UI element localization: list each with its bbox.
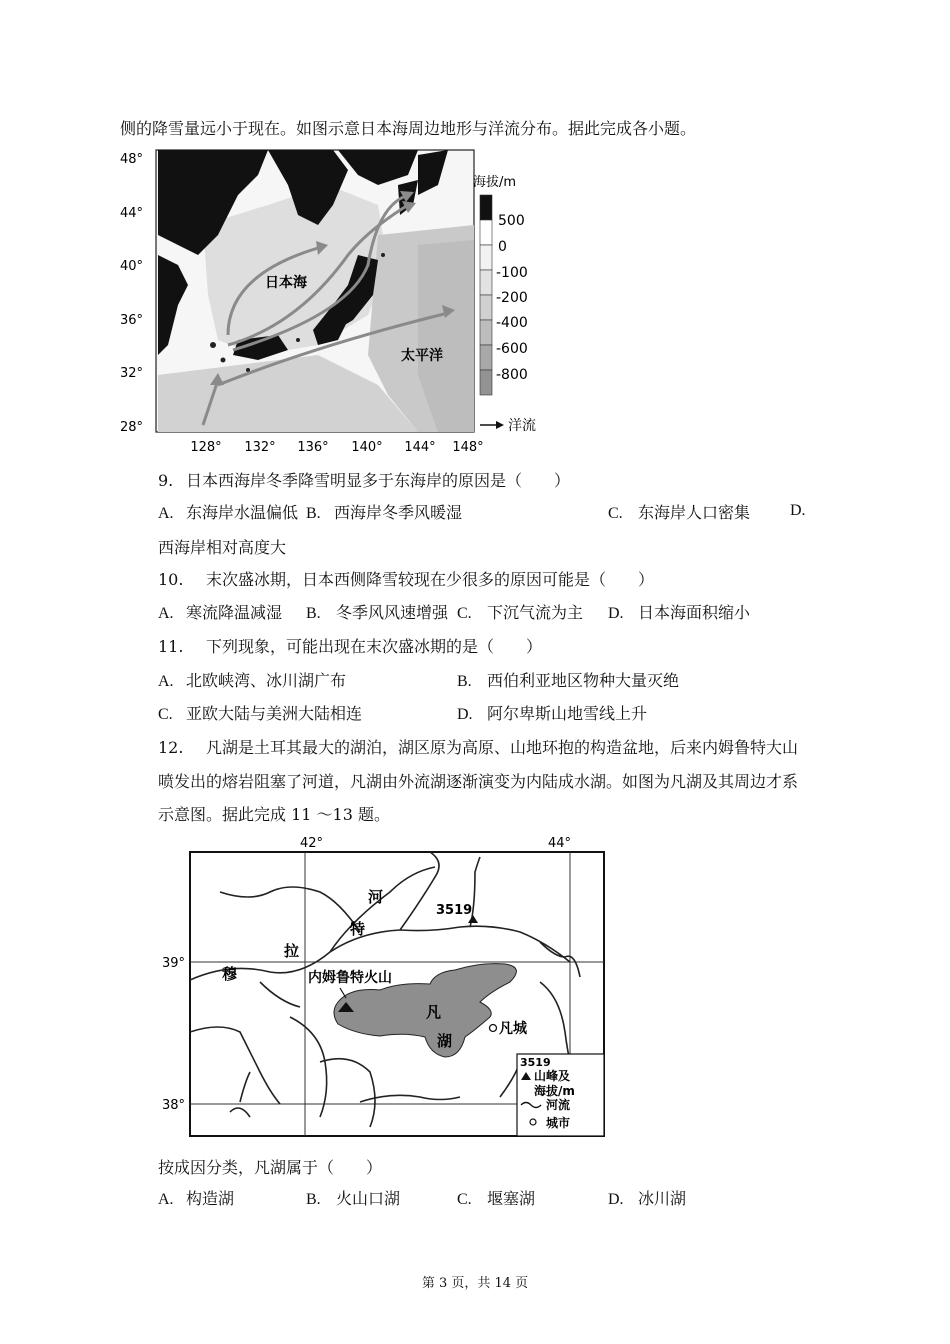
legend-river-label: 河流	[546, 1098, 571, 1112]
option-key: D.	[457, 706, 473, 723]
option-text: 西伯利亚地区物种大量灭绝	[487, 671, 680, 690]
option-key: C.	[457, 605, 472, 622]
question-stem: 按成因分类，凡湖属于（ ）	[158, 1158, 383, 1177]
lon-label: 136°	[297, 440, 329, 455]
option-key: B.	[306, 505, 321, 522]
option-key: D.	[608, 605, 624, 622]
option-text: 北欧峡湾、冰川湖广布	[186, 671, 347, 690]
peak-value: 3519	[436, 903, 473, 918]
option-c[interactable]	[608, 500, 750, 523]
ocean-label: 太平洋	[401, 348, 443, 364]
option-key: D.	[790, 502, 806, 519]
legend-value: 0	[498, 239, 507, 255]
legend-value: -600	[496, 341, 528, 357]
option-d-key[interactable]	[790, 500, 806, 520]
option-b[interactable]	[457, 668, 679, 691]
lake-van-map	[160, 832, 610, 1142]
option-a[interactable]	[158, 1186, 234, 1209]
option-b[interactable]	[306, 500, 462, 523]
question-12	[158, 735, 798, 758]
question-stem-line: 喷发出的熔岩阻塞了河道，凡湖由外流湖逐渐演变为内陆成水湖。如图为凡湖及其周边才系	[158, 772, 799, 791]
elevation-legend	[473, 174, 536, 434]
lon-label: 140°	[351, 440, 383, 455]
option-text: 寒流降温减湿	[186, 603, 283, 622]
river-char: 穆	[222, 965, 238, 983]
option-text: 冬季风风速增强	[336, 603, 449, 622]
question-stem: 末次盛冰期，日本西侧降雪较现在少很多的原因可能是（ ）	[206, 570, 655, 589]
lake-char: 凡	[426, 1003, 442, 1021]
lon-label: 44°	[548, 836, 572, 851]
option-key: B.	[306, 1191, 321, 1208]
option-text: 阿尔卑斯山地雪线上升	[487, 704, 648, 723]
lon-label: 132°	[244, 440, 276, 455]
question-stem: 下列现象，可能出现在末次盛冰期的是（ ）	[206, 637, 543, 656]
option-text: 东海岸人口密集	[638, 503, 751, 522]
option-text: 亚欧大陆与美洲大陆相连	[186, 704, 363, 723]
river-char: 特	[350, 920, 366, 938]
intro-line: 侧的降雪量远小于现在。如图示意日本海周边地形与洋流分布。据此完成各小题。	[120, 119, 697, 138]
option-text: 日本海面积缩小	[638, 603, 751, 622]
option-d[interactable]	[608, 1186, 686, 1209]
question-stem-line: 凡湖是土耳其最大的湖泊，湖区原为高原、山地环抱的构造盆地，后来内姆鲁特大山	[206, 738, 799, 757]
option-key: A.	[158, 1191, 174, 1208]
option-text: 东海岸水温偏低	[186, 503, 299, 522]
option-key: A.	[158, 673, 174, 690]
river-char: 河	[368, 888, 384, 906]
legend-arrow-label: 洋流	[508, 418, 536, 434]
legend-value: -800	[496, 367, 528, 383]
lon-label: 148°	[452, 440, 484, 455]
question-number: 10.	[158, 570, 184, 589]
option-text: 西海岸冬季风暖湿	[334, 503, 463, 522]
map2-legend	[517, 1054, 604, 1136]
question-number: 12.	[158, 738, 184, 757]
option-text: 堰塞湖	[487, 1189, 536, 1208]
legend-value: -400	[496, 315, 528, 331]
option-b[interactable]	[306, 1186, 400, 1209]
option-key: D.	[608, 1191, 624, 1208]
river-char: 拉	[284, 942, 300, 960]
legend-peak-label: 山峰及	[534, 1069, 571, 1083]
option-a[interactable]	[158, 500, 298, 523]
option-key: B.	[306, 605, 321, 622]
lon-label: 144°	[404, 440, 436, 455]
option-key: C.	[608, 505, 623, 522]
question-stem: 日本西海岸冬季降雪明显多于东海岸的原因是（ ）	[186, 471, 571, 490]
page-footer: 第 3 页，共 14 页	[421, 1276, 529, 1291]
lake-char: 湖	[437, 1032, 453, 1050]
option-d[interactable]	[608, 600, 750, 623]
option-key: A.	[158, 605, 174, 622]
legend-value: -200	[496, 290, 528, 306]
option-text: 构造湖	[186, 1189, 235, 1208]
volcano-label: 内姆鲁特火山	[308, 970, 392, 986]
city-label: 凡城	[499, 1021, 527, 1037]
question-number: 9.	[158, 471, 174, 490]
option-d-text: 西海岸相对高度大	[158, 538, 287, 557]
lat-label: 48°	[120, 152, 144, 167]
option-a[interactable]	[158, 668, 346, 691]
legend-value: 500	[498, 213, 525, 229]
lat-label: 39°	[162, 956, 186, 971]
question-10	[158, 567, 654, 590]
option-key: C.	[457, 1191, 472, 1208]
legend-city-label: 城市	[546, 1116, 571, 1130]
option-text: 火山口湖	[336, 1189, 401, 1208]
option-a[interactable]	[158, 600, 282, 623]
lat-label: 36°	[120, 313, 144, 328]
japan-sea-map	[118, 145, 548, 465]
legend-peak-label: 海拔/m	[534, 1084, 575, 1098]
question-11	[158, 634, 542, 657]
lat-label: 38°	[162, 1098, 186, 1113]
lat-label: 40°	[120, 259, 144, 274]
option-d[interactable]	[457, 701, 647, 724]
question-stem-line: 示意图。据此完成 11 ～13 题。	[158, 805, 390, 824]
option-text: 下沉气流为主	[487, 603, 584, 622]
legend-peak-value: 3519	[520, 1056, 551, 1069]
option-c[interactable]	[457, 1186, 535, 1209]
question-9	[158, 468, 570, 491]
question-number: 11.	[158, 637, 184, 656]
sea-label: 日本海	[265, 275, 307, 291]
legend-value: -100	[496, 265, 528, 281]
lon-label: 128°	[190, 440, 222, 455]
option-key: A.	[158, 505, 174, 522]
lat-label: 28°	[120, 420, 144, 435]
option-text: 冰川湖	[638, 1189, 687, 1208]
city-marker	[490, 1025, 497, 1032]
legend-title: 海拔/m	[473, 175, 517, 190]
lat-label: 32°	[120, 366, 144, 381]
lat-label: 44°	[120, 206, 144, 221]
option-key: B.	[457, 673, 472, 690]
option-c[interactable]	[457, 600, 583, 623]
option-b[interactable]	[306, 600, 448, 623]
option-c[interactable]	[158, 701, 362, 724]
option-key: C.	[158, 706, 173, 723]
lon-label: 42°	[300, 836, 324, 851]
